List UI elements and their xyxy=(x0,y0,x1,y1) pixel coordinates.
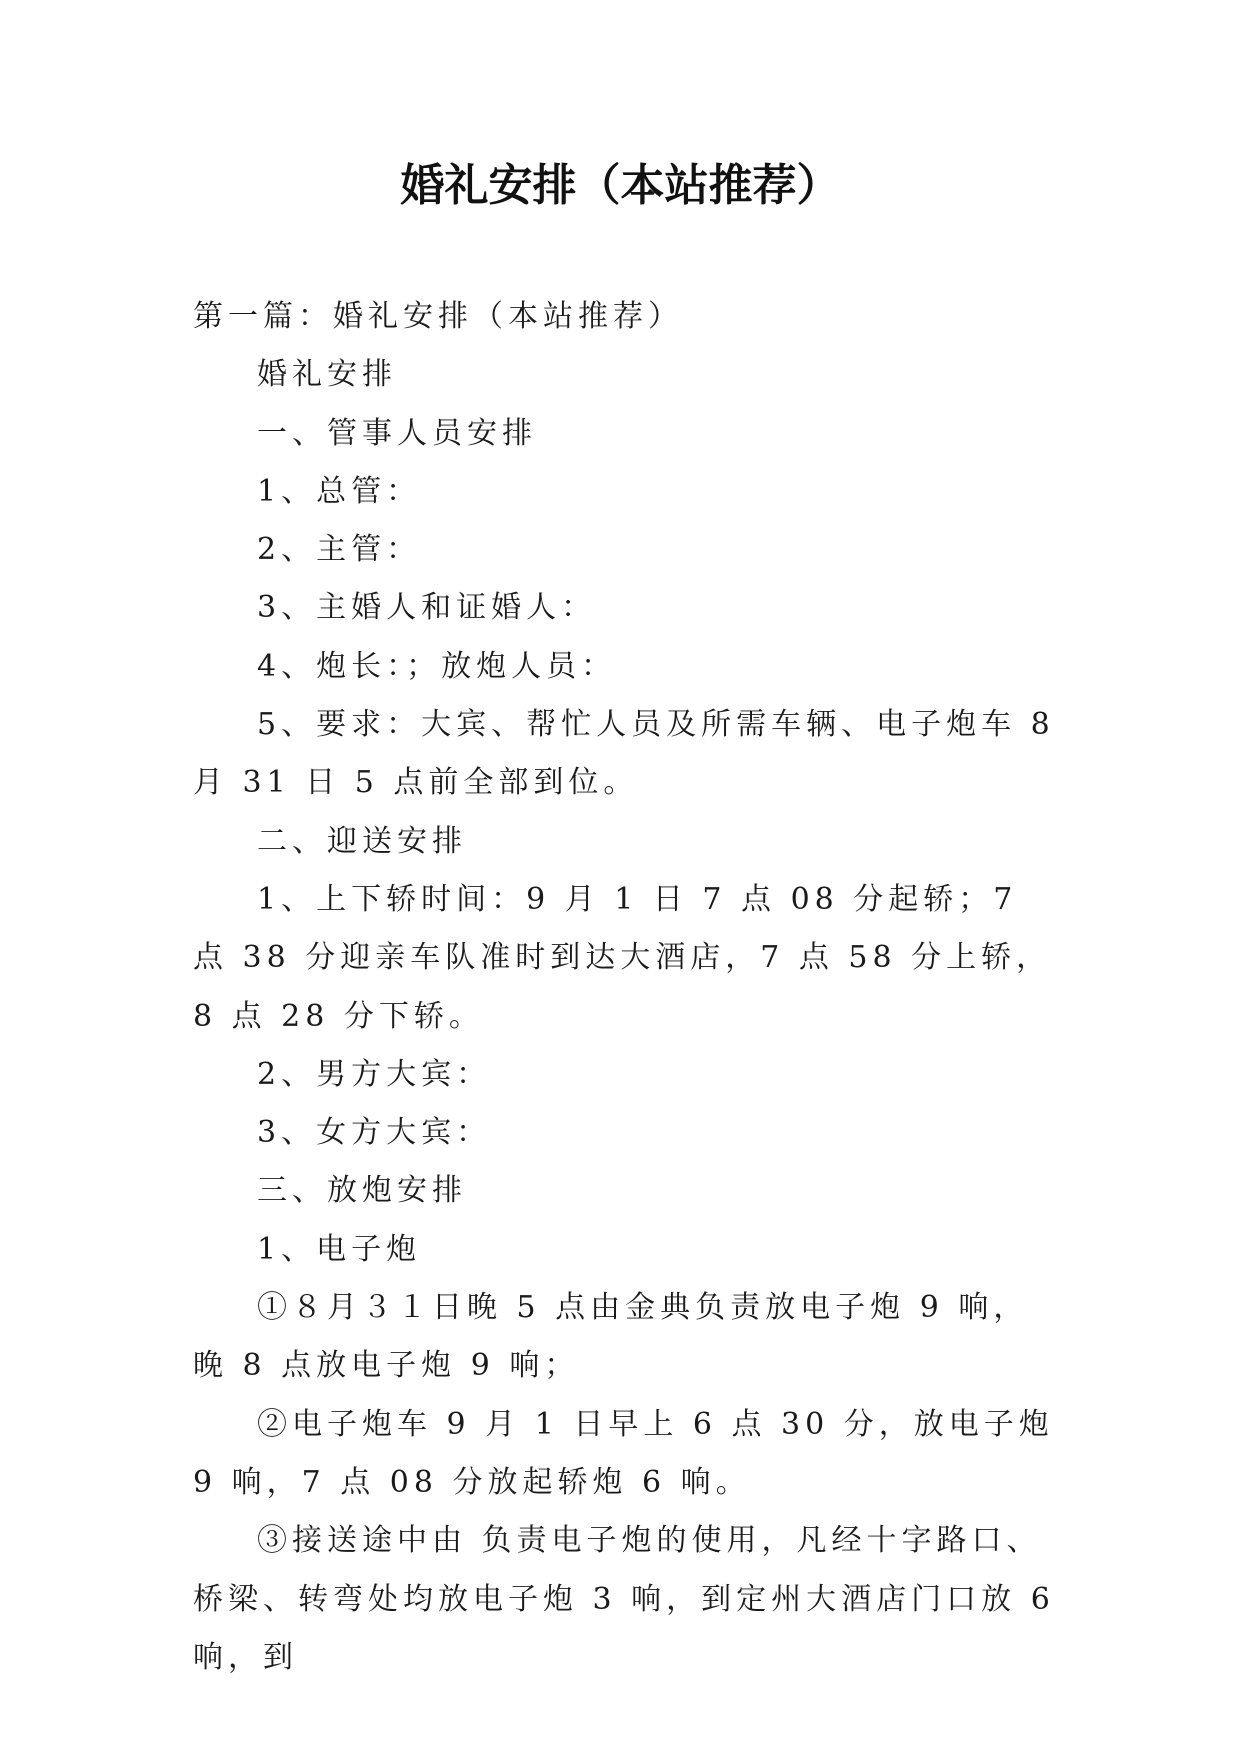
paragraph-item: 1、上下轿时间：9 月 1 日 7 点 08 分起轿；7 点 38 分迎亲车队准时到达大酒店，7 点 58 分上轿，8 点 28 分下轿。 xyxy=(193,881,1052,1034)
paragraph-item: 1、电子炮 xyxy=(257,1231,422,1267)
paragraph-item: ③接送途中由 负责电子炮的使用，凡经十字路口、桥梁、转弯处均放电子炮 3 响，到定州大酒店门口放 6 响，到 xyxy=(193,1523,1055,1675)
document-body xyxy=(193,288,1055,1687)
paragraph-item: 4、炮长：；放炮人员： xyxy=(257,648,617,684)
paragraph-item: 2、主管： xyxy=(257,532,422,568)
paragraph-heading-firecracker: 三、放炮安排 xyxy=(257,1173,467,1209)
paragraph-item: 3、女方大宾： xyxy=(257,1115,492,1151)
paragraph-section-title: 第一篇：婚礼安排（本站推荐） xyxy=(193,299,683,334)
paragraph-subtitle: 婚礼安排 xyxy=(257,357,397,393)
paragraph-item: 2、男方大宾： xyxy=(257,1056,492,1092)
document-title: 婚礼安排（本站推荐） xyxy=(400,160,841,211)
paragraph-item: 1、总管： xyxy=(257,473,422,509)
paragraph-item: 3、主婚人和证婚人： xyxy=(257,590,597,626)
paragraph-heading-staff: 一、管事人员安排 xyxy=(257,415,537,451)
paragraph-item: 5、要求：大宾、帮忙人员及所需车辆、电子炮车 8 月 31 日 5 点前全部到位。 xyxy=(193,707,1055,801)
paragraph-item: ①８月３１日晚 5 点由金典负责放电子炮 9 响，晚 8 点放电子炮 9 响； xyxy=(193,1290,1029,1384)
paragraph-item: ②电子炮车 9 月 1 日早上 6 点 30 分，放电子炮 9 响，7 点 08 分放起轿炮 6 响。 xyxy=(193,1406,1054,1500)
paragraph-heading-escort: 二、迎送安排 xyxy=(257,823,467,859)
